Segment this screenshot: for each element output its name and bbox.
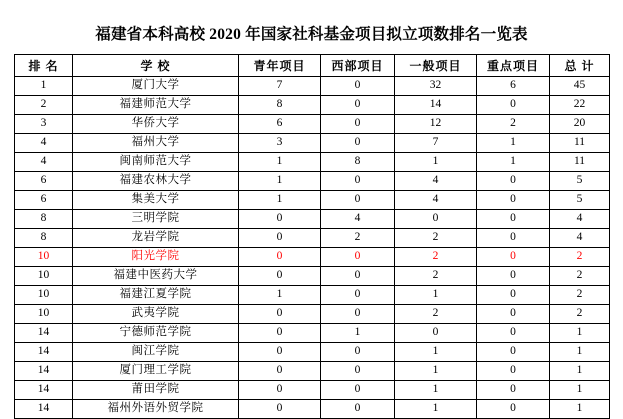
cell-general: 2 [395,229,477,248]
cell-key: 1 [477,153,550,172]
cell-rank: 1 [15,77,73,96]
cell-general: 2 [395,305,477,324]
table-row [15,400,610,419]
cell-school: 福建农林大学 [73,172,239,191]
cell-key: 0 [477,400,550,419]
cell-rank: 6 [15,172,73,191]
cell-general: 1 [395,153,477,172]
cell-rank: 14 [15,324,73,343]
cell-west: 0 [321,96,395,115]
cell-rank: 10 [15,248,73,267]
cell-school: 闽江学院 [73,343,239,362]
cell-school: 华侨大学 [73,115,239,134]
cell-school: 福州外语外贸学院 [73,400,239,419]
cell-total: 4 [550,210,610,229]
cell-youth: 0 [239,362,321,381]
cell-total: 22 [550,96,610,115]
table-row [15,381,610,400]
cell-school: 阳光学院 [73,248,239,267]
cell-youth: 0 [239,305,321,324]
cell-school: 集美大学 [73,191,239,210]
cell-total: 2 [550,305,610,324]
cell-key: 0 [477,324,550,343]
cell-youth: 0 [239,343,321,362]
cell-west: 0 [321,286,395,305]
cell-general: 1 [395,286,477,305]
cell-key: 0 [477,267,550,286]
table-row [15,172,610,191]
cell-youth: 1 [239,286,321,305]
cell-west: 0 [321,381,395,400]
cell-general: 4 [395,191,477,210]
cell-general: 12 [395,115,477,134]
cell-key: 0 [477,381,550,400]
cell-total: 2 [550,267,610,286]
cell-youth: 7 [239,77,321,96]
column-header-youth: 青年项目 [239,55,321,77]
cell-total: 11 [550,134,610,153]
cell-west: 0 [321,115,395,134]
column-header-general: 一般项目 [395,55,477,77]
cell-rank: 8 [15,210,73,229]
cell-key: 0 [477,191,550,210]
cell-rank: 10 [15,286,73,305]
cell-west: 0 [321,362,395,381]
cell-rank: 14 [15,343,73,362]
table-row [15,286,610,305]
cell-general: 1 [395,400,477,419]
cell-school: 福建师范大学 [73,96,239,115]
cell-general: 1 [395,362,477,381]
cell-west: 0 [321,134,395,153]
cell-general: 0 [395,210,477,229]
cell-key: 0 [477,343,550,362]
column-header-rank: 排 名 [15,55,73,77]
table-row [15,191,610,210]
page-title: 福建省本科高校 2020 年国家社科基金项目拟立项数排名一览表 [95,26,528,43]
cell-rank: 10 [15,267,73,286]
cell-school: 武夷学院 [73,305,239,324]
cell-general: 2 [395,248,477,267]
ranking-table [14,54,610,419]
table-row [15,343,610,362]
cell-total: 4 [550,229,610,248]
table-row [15,248,610,267]
cell-youth: 8 [239,96,321,115]
cell-school: 福州大学 [73,134,239,153]
cell-total: 5 [550,172,610,191]
table-row [15,153,610,172]
cell-general: 2 [395,267,477,286]
table-row [15,210,610,229]
cell-youth: 0 [239,210,321,229]
cell-west: 8 [321,153,395,172]
cell-total: 45 [550,77,610,96]
cell-school: 龙岩学院 [73,229,239,248]
cell-youth: 6 [239,115,321,134]
cell-key: 0 [477,305,550,324]
cell-school: 三明学院 [73,210,239,229]
cell-general: 7 [395,134,477,153]
cell-total: 2 [550,248,610,267]
table-container [0,54,623,419]
cell-total: 2 [550,286,610,305]
table-row [15,305,610,324]
cell-general: 1 [395,343,477,362]
cell-west: 2 [321,229,395,248]
cell-rank: 8 [15,229,73,248]
table-row [15,229,610,248]
cell-rank: 6 [15,191,73,210]
cell-west: 0 [321,191,395,210]
column-header-west: 西部项目 [321,55,395,77]
column-header-school: 学 校 [73,55,239,77]
cell-key: 0 [477,172,550,191]
cell-west: 0 [321,267,395,286]
cell-rank: 14 [15,381,73,400]
cell-total: 11 [550,153,610,172]
table-row [15,362,610,381]
cell-west: 0 [321,305,395,324]
cell-rank: 10 [15,305,73,324]
cell-general: 0 [395,324,477,343]
cell-key: 6 [477,77,550,96]
cell-general: 4 [395,172,477,191]
cell-rank: 14 [15,362,73,381]
cell-west: 0 [321,343,395,362]
cell-key: 0 [477,286,550,305]
cell-school: 福建江夏学院 [73,286,239,305]
cell-rank: 4 [15,134,73,153]
cell-key: 0 [477,96,550,115]
cell-west: 0 [321,77,395,96]
cell-key: 2 [477,115,550,134]
cell-rank: 4 [15,153,73,172]
table-row [15,96,610,115]
cell-youth: 1 [239,153,321,172]
cell-youth: 0 [239,400,321,419]
column-header-total: 总 计 [550,55,610,77]
cell-school: 福建中医药大学 [73,267,239,286]
cell-youth: 3 [239,134,321,153]
cell-total: 1 [550,381,610,400]
cell-general: 1 [395,381,477,400]
cell-general: 14 [395,96,477,115]
cell-key: 0 [477,229,550,248]
cell-youth: 0 [239,267,321,286]
cell-school: 宁德师范学院 [73,324,239,343]
cell-west: 1 [321,324,395,343]
cell-school: 莆田学院 [73,381,239,400]
table-body [15,77,610,419]
cell-west: 0 [321,248,395,267]
cell-general: 32 [395,77,477,96]
cell-key: 0 [477,248,550,267]
cell-youth: 0 [239,229,321,248]
cell-key: 1 [477,134,550,153]
cell-youth: 0 [239,248,321,267]
cell-rank: 2 [15,96,73,115]
table-row [15,267,610,286]
table-row [15,115,610,134]
cell-key: 0 [477,210,550,229]
cell-rank: 14 [15,400,73,419]
cell-total: 1 [550,324,610,343]
table-row [15,77,610,96]
cell-school: 闽南师范大学 [73,153,239,172]
cell-west: 0 [321,172,395,191]
cell-west: 4 [321,210,395,229]
column-header-key: 重点项目 [477,55,550,77]
cell-rank: 3 [15,115,73,134]
cell-school: 厦门大学 [73,77,239,96]
table-header [15,55,610,77]
cell-total: 5 [550,191,610,210]
cell-total: 20 [550,115,610,134]
cell-school: 厦门理工学院 [73,362,239,381]
cell-youth: 0 [239,381,321,400]
cell-youth: 1 [239,172,321,191]
cell-total: 1 [550,343,610,362]
cell-total: 1 [550,400,610,419]
table-row [15,134,610,153]
cell-total: 1 [550,362,610,381]
table-header-row [15,55,610,77]
cell-youth: 1 [239,191,321,210]
table-row [15,324,610,343]
cell-youth: 0 [239,324,321,343]
cell-key: 0 [477,362,550,381]
cell-west: 0 [321,400,395,419]
